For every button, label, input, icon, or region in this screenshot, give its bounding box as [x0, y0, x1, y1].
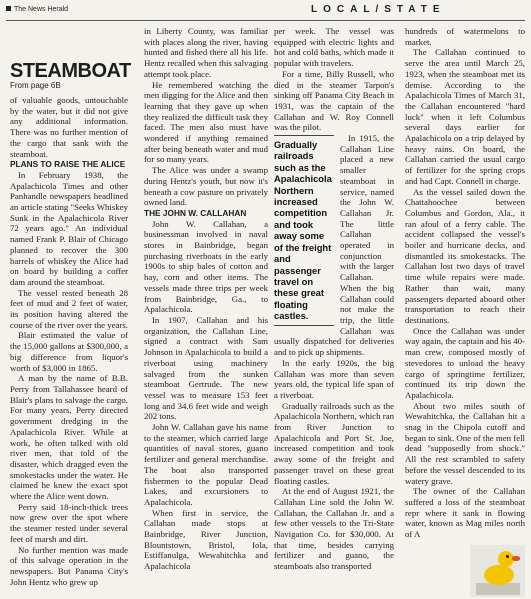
paragraph: John W. Callahan, a businessman involved in naval stores in Bainbridge, began purchasing riverboats in the early 1900s to ship bales of cotton and hay, corn and other items. The vessels made three trips per week from Bainbridge, Ga., to Apalachicola. [144, 218, 268, 315]
paragraph: About two miles south of Wewahitchka, the Callahan hit a snag in the Chipola cutoff and began to sink. One of the men fell dead "supposedly from shock." All the rest scrambled to safety before the vessel descended to its watery grave. [405, 400, 525, 486]
paragraph: in Liberty County, was familiar with places along the river, having hunted and fished there all his life. Hentz recalled when this salvaging attempt took place. [144, 26, 268, 79]
paragraph: At the end of August 1921, the Callahan Line sold the John W. Callahan, the Callahan Jr. and a few other vessels to the Tri-State Navigation Co. for $30,000. At that time, besides carrying fertilizer and guano, the steamboats also transported [274, 486, 394, 572]
paragraph: Gradually railroads such as the Apalachicola Northern, which ran from River Junction to Apalachicola and Port St. Joe, increased competition and took away some of the freight and passenger travel on these great floating castles. [274, 400, 394, 486]
paragraph: In 1915, the Callahan Line placed a new smaller steamboat in service, named the John W. Callahan Jr. The little Callahan [340, 133, 394, 240]
paragraph: operated in conjunction with the larger Callahan. When the big Callahan could not make the trip, the little Callahan was usually dispatched for deliveries and to pick up shipments. [274, 240, 394, 358]
column-1 [10, 95, 128, 587]
paragraph: The vessel rested beneath 28 feet of mud and 2 feet of water, its position having altered the course of the river over the years. [10, 287, 128, 330]
paragraph: John W. Callahan gave his name to the steamer, which carried large quantities of naval stores, guano fertilizer and general merchandise. The boat also transported fishermen to the popular Dead Lakes, and excursioners to Apalachicola. [144, 422, 268, 507]
page-header [6, 4, 525, 21]
column-3 [274, 26, 394, 572]
paragraph: As the vessel sailed down the Chattahoochee between Columbus and Gordon, Ala., it ran afoul of a ferry cable. The accident collapsed the vessel's boiler and hurricane decks, and dismantled its smokestacks. The Callahan lost two days of travel time while repairs were made. Rather than wait, many passengers departed aboard other transportation to reach their destinations. [405, 186, 525, 325]
paragraph: per week. The vessel was equipped with electric lights and hot and cold baths, which made it popular with travelers. [274, 26, 394, 69]
article-title: STEAMBOAT [10, 60, 131, 82]
paragraph: He remembered watching the men digging for the Alice and then learning that they gave up when they realized the difficult task they faced. The men also must have wondered if anything remained after being beneath water and mud for so many years. [144, 79, 268, 165]
paragraph: The Callahan continued to serve the area until March 25, 1923, when the steamboat met its demise. According to the Apalachicola Times of March 31, the Callahan encountered "hard luck" when it left Columbus several days earlier for Apalachicola on a trip delayed by heavy rains. On board, the Callahan carried the usual cargo of fertilizer for the spring crops and had Capt. Connell in charge. [405, 47, 525, 186]
paragraph: A man by the name of B.B. Perry from Tallahassee heard of Blair's plans to salvage the cargo. For many years, Perry directed government dredging in the Apalachicola River. While at work, he often talked with old river men, that told of the disaster, which dragged even the smokestacks under the water. He claimed he knew the exact spot where the Alice went down. [10, 373, 128, 502]
paragraph: For a time, Billy Russell, who died in the steamer Tarpon's sinking off Panama City Beach in 1931, was the captain of the Callahan and W. Roy Connell was the pilot. [274, 68, 394, 133]
pull-quote: Gradually railroads such as the Apalachicola Northern increased competition and took away some of the freight and passenger travel on these great floating castles. [274, 135, 334, 326]
paragraph: Perry said 18-inch-thick trees now grew over the spot where the steamer rested under several feet of marsh and dirt. [10, 501, 128, 544]
paragraph: In 1907, Callahan and his organization, the Callahan Line, signed a contract with Sam Johnson in Apalachicola to build a riverboat using machinery salvaged from the sunken steamboat Gertrude. The new vessel was to measure 153 feet long and 34.6 feet wide and weigh 202 tons. [144, 314, 268, 422]
paragraph: In February 1938, the Apalachicola Times and other Panhandle newspapers headlined an article stating "Seeks Whiskey Sunk in the Apalachicola River 72 years ago." An individual named Frank P. Blair of Chicago planned to recover the 300 barrels of whiskey the Alice had on board by building a coffer dam around the steamboat. [10, 169, 128, 287]
subheading: PLANS TO RAISE THE ALICE [10, 159, 126, 170]
jump-line: From page 6B [10, 81, 61, 90]
duck-beak [512, 556, 520, 561]
paragraph: Once the Callahan was under way again, the captain and his 40-man crew, composed mostly of stevedores to unload the heavy cargo of springtime fertilizer, continued its trip down the Apalachicola. [405, 325, 525, 400]
duck-body [484, 565, 514, 585]
subheading: THE JOHN W. CALLAHAN [144, 207, 247, 218]
column-2 [144, 26, 268, 572]
bullet-square-icon [6, 6, 11, 11]
paragraph: of valuable goods, untouchable by the water, but it did not give any additional information. There was no further mention of the cargo that sank with the steamboat. [10, 95, 128, 159]
publication-name [6, 6, 68, 13]
paragraph: In the early 1920s, the big Callahan was more than seven years old, the typical life span of a riverboat. [274, 357, 394, 400]
rubber-duck-photo [470, 545, 525, 597]
column-4 [405, 26, 525, 540]
duck-eye-icon [506, 555, 509, 558]
paragraph: When first in service, the Callahan made stops at Bainbridge, River Junction, Blountstown, Bristol, Iola, Estiffanulga, Wewahitchka and Apalachicola [144, 507, 268, 572]
paragraph: The owner of the Callahan suffered a loss of the steamboat repr where it sank in flowing water, known as Mag miles north of A [405, 486, 525, 540]
paragraph: No further mention was made of this salvage operation in the newspapers. But Panama City's John Hentz who grew up [10, 544, 128, 587]
paragraph: The Alice was under a swamp during Hentz's youth, but now it's beneath a cow pasture on privately owned land. [144, 165, 268, 208]
section-label: LOCAL/STATE [311, 4, 446, 15]
publication-label: The News Herald [14, 6, 69, 13]
paragraph: hundreds of watermelons to market. [405, 26, 525, 47]
paragraph: Blair estimated the value of the 15,000 gallons at $300,000, a big difference from liquor's worth of $3,000 in 1865. [10, 330, 128, 373]
